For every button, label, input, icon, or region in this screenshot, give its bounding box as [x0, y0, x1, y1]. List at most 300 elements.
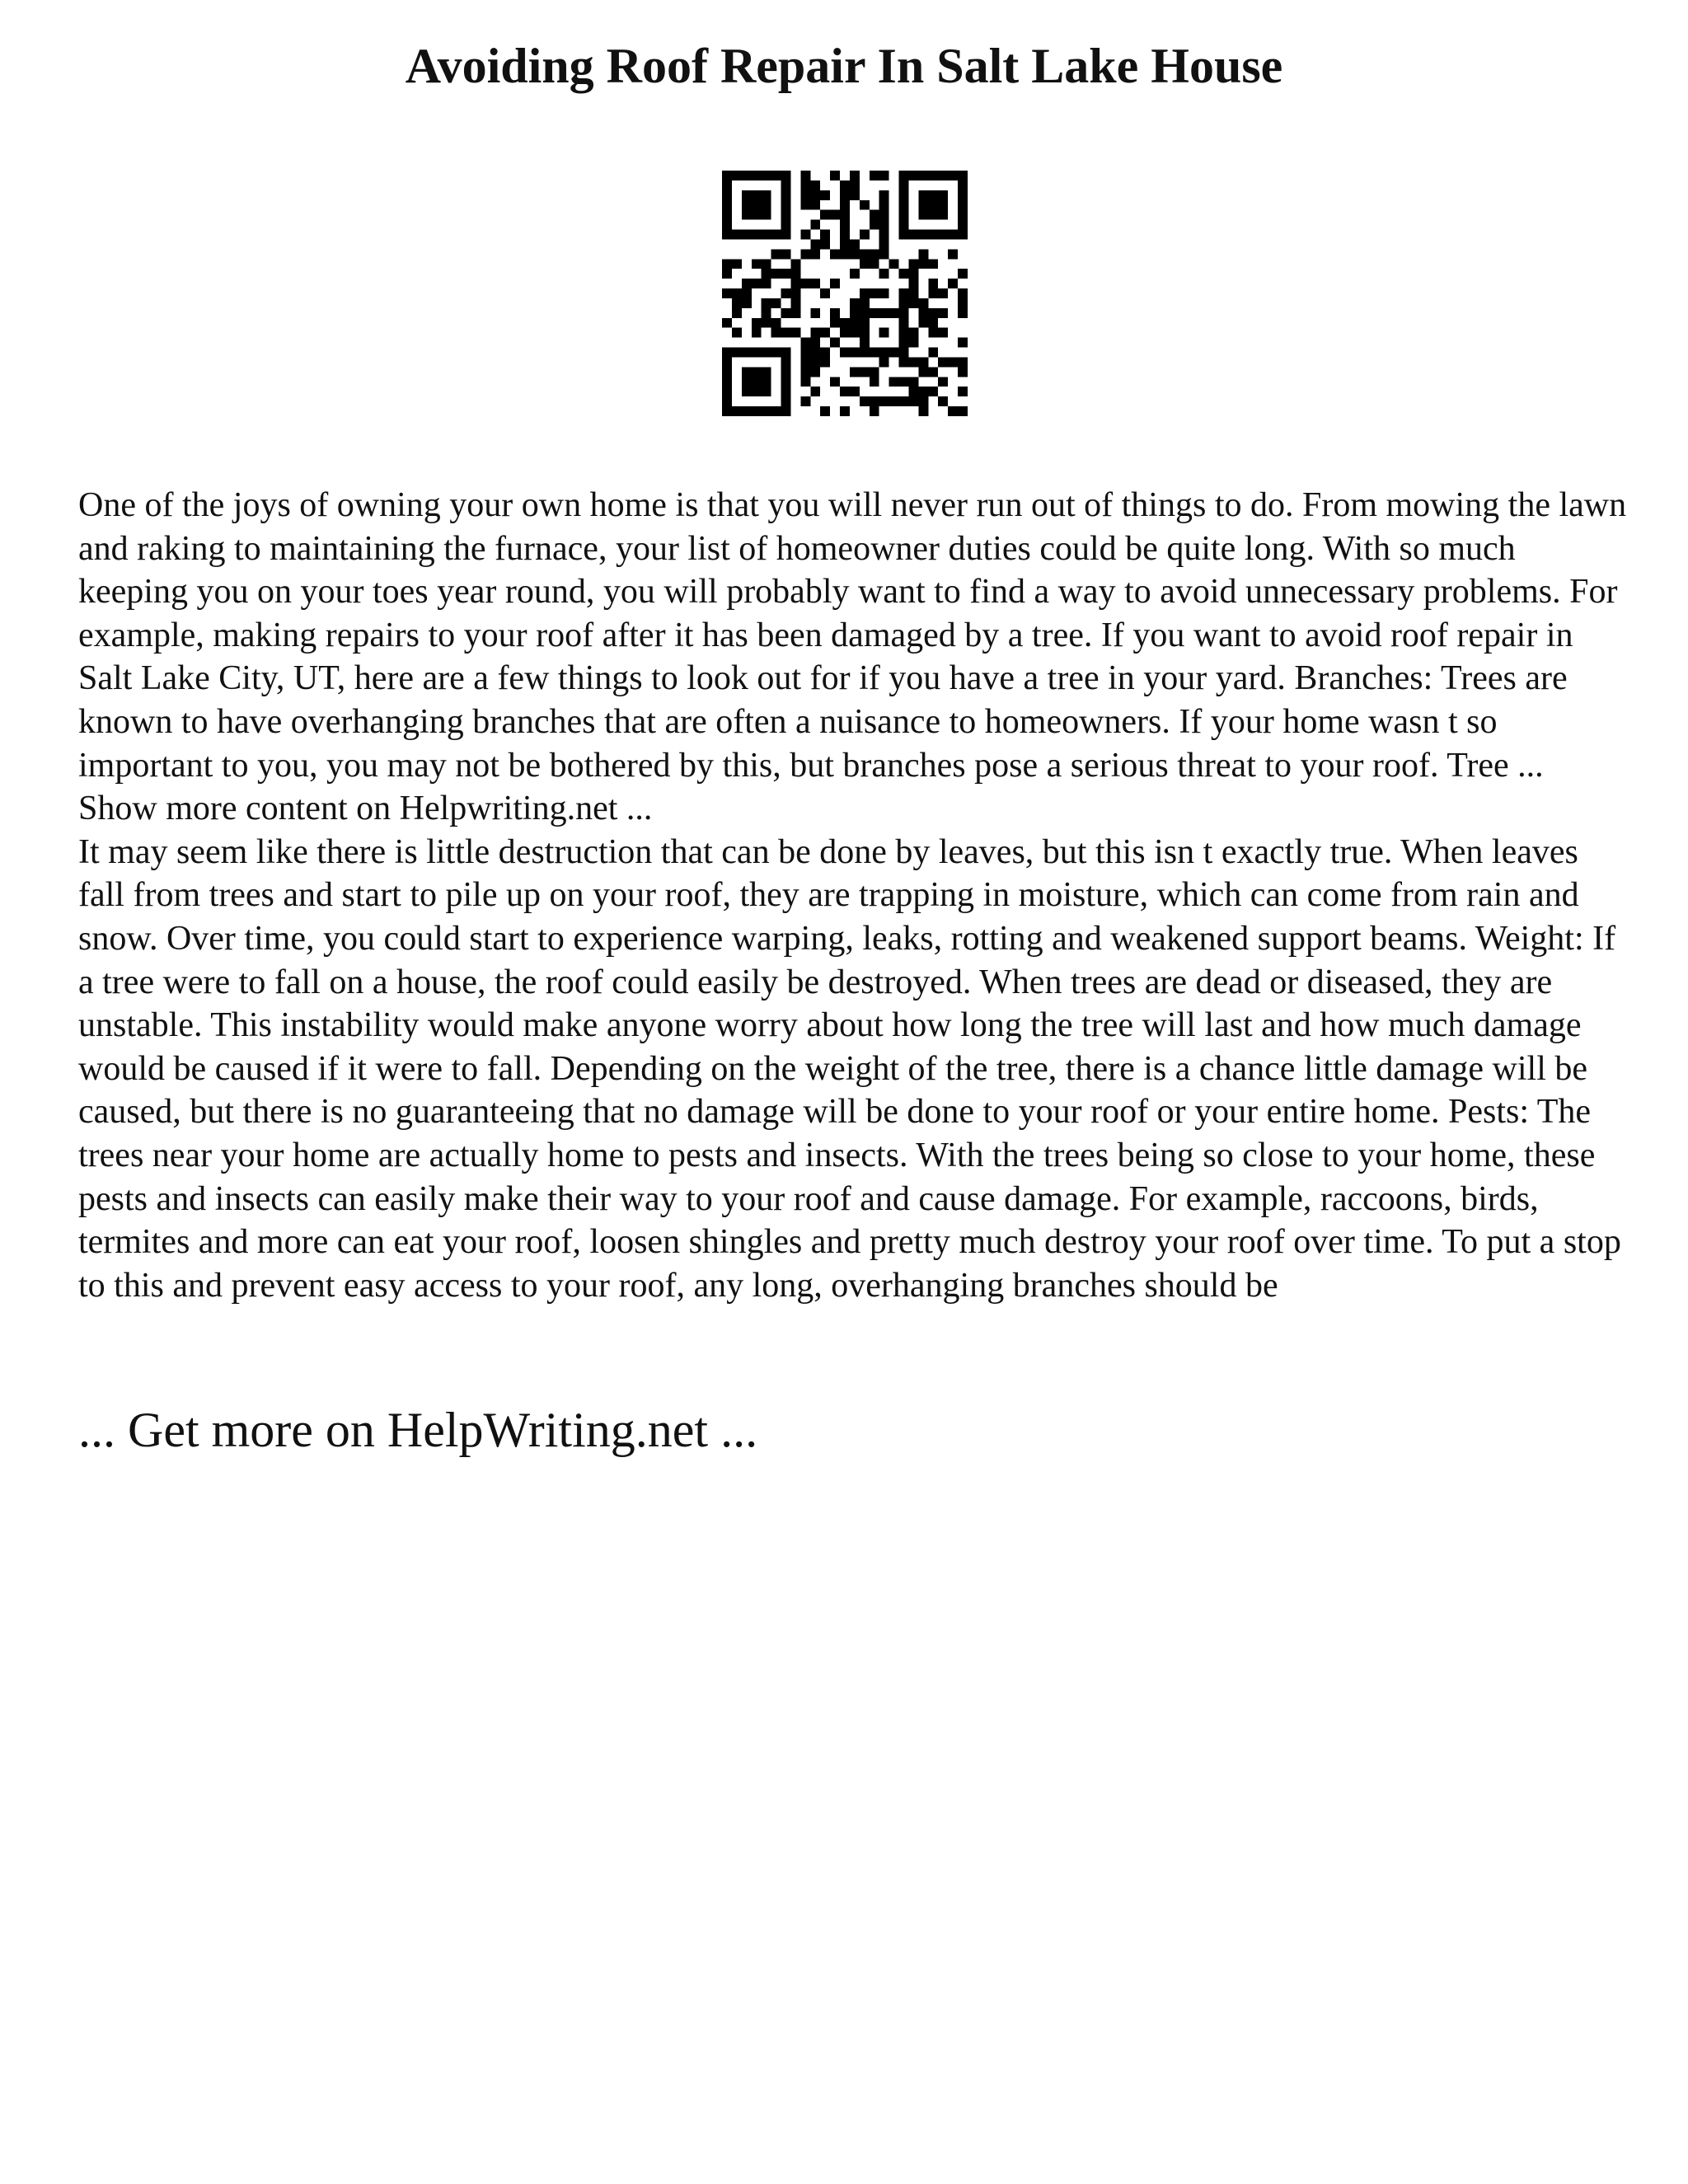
qr-module: [830, 279, 840, 288]
qr-module: [918, 298, 928, 308]
qr-module: [870, 377, 879, 387]
qr-module: [850, 239, 860, 249]
qr-module: [918, 396, 928, 406]
qr-module: [870, 171, 879, 180]
qr-module: [850, 348, 860, 358]
qr-module: [899, 220, 909, 230]
qr-module: [810, 180, 820, 190]
qr-module: [781, 357, 791, 367]
qr-module: [860, 249, 870, 259]
qr-module: [899, 308, 909, 318]
qr-module: [908, 230, 918, 240]
qr-module: [870, 259, 879, 269]
qr-module: [928, 367, 938, 377]
qr-module: [899, 348, 909, 358]
qr-module: [771, 298, 781, 308]
qr-module: [840, 200, 850, 210]
qr-module: [938, 210, 948, 220]
qr-module: [762, 190, 771, 200]
qr-module: [722, 259, 732, 269]
qr-module: [879, 357, 889, 367]
qr-module: [860, 318, 870, 328]
qr-module: [781, 348, 791, 358]
qr-module: [762, 269, 771, 279]
qr-module: [722, 269, 732, 279]
qr-module: [781, 396, 791, 406]
qr-module: [928, 387, 938, 396]
qr-module: [722, 377, 732, 387]
qr-module: [820, 239, 830, 249]
qr-module: [879, 308, 889, 318]
qr-module: [899, 288, 909, 298]
qr-module: [899, 318, 909, 328]
qr-module: [771, 269, 781, 279]
qr-module: [879, 200, 889, 210]
qr-module: [918, 230, 928, 240]
qr-module: [810, 239, 820, 249]
qr-module: [860, 259, 870, 269]
qr-module: [860, 328, 870, 338]
qr-module: [908, 269, 918, 279]
qr-module: [879, 239, 889, 249]
qr-module: [840, 180, 850, 190]
qr-module: [781, 406, 791, 416]
qr-module: [938, 357, 948, 367]
qr-module: [908, 387, 918, 396]
qr-module: [732, 230, 742, 240]
qr-module: [722, 387, 732, 396]
qr-module: [742, 367, 752, 377]
qr-module: [830, 249, 840, 259]
qr-module: [879, 396, 889, 406]
qr-module: [908, 338, 918, 348]
qr-module: [820, 406, 830, 416]
qr-module: [850, 367, 860, 377]
qr-module: [810, 338, 820, 348]
qr-module: [928, 279, 938, 288]
qr-module: [742, 406, 752, 416]
qr-module: [879, 328, 889, 338]
qr-module: [928, 210, 938, 220]
qr-module: [908, 259, 918, 269]
qr-module: [928, 318, 938, 328]
qr-module: [820, 288, 830, 298]
qr-module: [908, 396, 918, 406]
qr-module: [840, 190, 850, 200]
qr-module: [860, 298, 870, 308]
qr-module: [800, 396, 810, 406]
qr-module: [918, 357, 928, 367]
qr-module: [840, 210, 850, 220]
qr-module: [810, 249, 820, 259]
qr-module: [781, 249, 791, 259]
qr-module: [850, 318, 860, 328]
qr-module: [830, 171, 840, 180]
qr-module: [908, 377, 918, 387]
qr-module: [850, 328, 860, 338]
qr-module: [771, 249, 781, 259]
qr-module: [938, 200, 948, 210]
qr-module: [762, 171, 771, 180]
qr-module: [860, 348, 870, 358]
qr-module: [752, 318, 762, 328]
qr-module: [899, 210, 909, 220]
qr-module: [732, 328, 742, 338]
qr-module: [918, 318, 928, 328]
qr-module: [889, 308, 899, 318]
qr-module: [889, 377, 899, 387]
qr-module: [762, 406, 771, 416]
qr-module: [800, 249, 810, 259]
qr-module: [958, 288, 968, 298]
qr-module: [810, 367, 820, 377]
qr-module: [958, 367, 968, 377]
qr-module: [928, 348, 938, 358]
qr-module: [918, 210, 928, 220]
qr-module: [958, 171, 968, 180]
qr-module: [810, 279, 820, 288]
qr-module: [732, 406, 742, 416]
qr-module: [762, 367, 771, 377]
qr-module: [820, 190, 830, 200]
qr-module: [742, 387, 752, 396]
qr-module: [810, 190, 820, 200]
qr-module: [752, 200, 762, 210]
qr-module: [958, 308, 968, 318]
qr-module: [958, 180, 968, 190]
qr-module: [781, 220, 791, 230]
qr-module: [810, 387, 820, 396]
qr-module: [810, 220, 820, 230]
qr-module: [742, 377, 752, 387]
qr-module: [820, 348, 830, 358]
qr-module: [820, 357, 830, 367]
qr-module: [958, 190, 968, 200]
qr-module: [800, 279, 810, 288]
qr-module: [781, 288, 791, 298]
qr-module: [870, 348, 879, 358]
qr-module: [958, 220, 968, 230]
qr-module: [928, 288, 938, 298]
qr-module: [742, 190, 752, 200]
qr-module: [800, 348, 810, 358]
qr-module: [879, 288, 889, 298]
qr-module: [899, 171, 909, 180]
qr-module: [948, 406, 958, 416]
qr-module: [830, 338, 840, 348]
qr-module: [732, 171, 742, 180]
qr-module: [958, 200, 968, 210]
qr-module: [790, 269, 800, 279]
qr-module: [958, 338, 968, 348]
qr-module: [899, 357, 909, 367]
qr-module: [938, 230, 948, 240]
qr-module: [938, 328, 948, 338]
qr-module: [870, 396, 879, 406]
qr-module: [899, 200, 909, 210]
qr-module: [752, 367, 762, 377]
qr-module: [870, 249, 879, 259]
qr-module: [810, 348, 820, 358]
qr-module: [762, 308, 771, 318]
qr-module: [830, 210, 840, 220]
qr-module: [820, 328, 830, 338]
qr-module: [810, 308, 820, 318]
qr-module: [810, 200, 820, 210]
qr-module: [781, 210, 791, 220]
qr-module: [938, 377, 948, 387]
qr-module: [918, 308, 928, 318]
qr-module: [840, 387, 850, 396]
qr-module: [899, 230, 909, 240]
qr-module: [870, 308, 879, 318]
qr-module: [762, 318, 771, 328]
qr-module: [840, 230, 850, 240]
qr-module: [918, 171, 928, 180]
qr-module: [870, 406, 879, 416]
qr-module: [928, 308, 938, 318]
qr-module: [732, 288, 742, 298]
qr-module: [928, 259, 938, 269]
qr-module: [870, 210, 879, 220]
qr-module: [879, 171, 889, 180]
qr-module: [889, 348, 899, 358]
qr-module: [870, 220, 879, 230]
qr-module: [732, 348, 742, 358]
qr-module: [840, 220, 850, 230]
qr-module: [830, 308, 840, 318]
qr-module: [899, 180, 909, 190]
qr-module: [879, 230, 889, 240]
qr-module: [879, 220, 889, 230]
qr-module: [800, 200, 810, 210]
qr-code-icon: [722, 171, 968, 416]
qr-module: [790, 279, 800, 288]
qr-module: [800, 180, 810, 190]
qr-module: [850, 180, 860, 190]
qr-module: [958, 210, 968, 220]
qr-module: [752, 377, 762, 387]
qr-module: [840, 249, 850, 259]
qr-module: [918, 367, 928, 377]
qr-module: [928, 230, 938, 240]
qr-module: [860, 367, 870, 377]
qr-module: [762, 210, 771, 220]
qr-module: [781, 367, 791, 377]
qr-module: [928, 190, 938, 200]
qr-module: [958, 406, 968, 416]
qr-module: [879, 190, 889, 200]
qr-module: [722, 220, 732, 230]
qr-module: [781, 180, 791, 190]
qr-module: [722, 190, 732, 200]
qr-module: [820, 230, 830, 240]
qr-module: [771, 348, 781, 358]
qr-module: [790, 308, 800, 318]
qr-module: [752, 190, 762, 200]
qr-module: [850, 298, 860, 308]
qr-module: [781, 308, 791, 318]
qr-module: [899, 377, 909, 387]
qr-module: [850, 171, 860, 180]
qr-module: [722, 210, 732, 220]
qr-module: [752, 259, 762, 269]
qr-module: [781, 269, 791, 279]
qr-module: [938, 190, 948, 200]
qr-module: [722, 357, 732, 367]
qr-module: [722, 367, 732, 377]
qr-module: [790, 298, 800, 308]
qr-module: [781, 230, 791, 240]
qr-module: [781, 328, 791, 338]
qr-module: [742, 348, 752, 358]
qr-module: [722, 288, 732, 298]
qr-module: [908, 328, 918, 338]
qr-module: [870, 367, 879, 377]
qr-module: [781, 171, 791, 180]
qr-module: [722, 318, 732, 328]
qr-module: [938, 308, 948, 318]
qr-module: [899, 396, 909, 406]
qr-module: [722, 396, 732, 406]
qr-module: [850, 308, 860, 318]
qr-module: [800, 377, 810, 387]
qr-module: [732, 298, 742, 308]
qr-module: [899, 298, 909, 308]
qr-module: [722, 200, 732, 210]
qr-module: [810, 357, 820, 367]
qr-module: [771, 328, 781, 338]
qr-module: [742, 298, 752, 308]
qr-module: [889, 396, 899, 406]
qr-module: [771, 230, 781, 240]
qr-module: [771, 406, 781, 416]
qr-module: [840, 328, 850, 338]
qr-module: [850, 387, 860, 396]
qr-module: [908, 279, 918, 288]
qr-module: [830, 377, 840, 387]
qr-module: [820, 210, 830, 220]
qr-module: [800, 357, 810, 367]
qr-module: [850, 190, 860, 200]
qr-module: [840, 348, 850, 358]
qr-module: [908, 288, 918, 298]
qr-module: [918, 249, 928, 259]
qr-module: [860, 338, 870, 348]
qr-module: [732, 308, 742, 318]
qr-module: [948, 279, 958, 288]
qr-module: [800, 230, 810, 240]
qr-module: [850, 249, 860, 259]
qr-module: [771, 318, 781, 328]
qr-module: [918, 190, 928, 200]
qr-module: [722, 348, 732, 358]
qr-module: [762, 377, 771, 387]
qr-module: [889, 259, 899, 269]
qr-module: [722, 406, 732, 416]
qr-module: [958, 269, 968, 279]
qr-module: [800, 367, 810, 377]
qr-module: [781, 200, 791, 210]
qr-module: [762, 279, 771, 288]
get-more-link[interactable]: ... Get more on HelpWriting.net ...: [78, 1403, 758, 1457]
qr-module: [899, 328, 909, 338]
qr-module: [938, 288, 948, 298]
qr-module: [762, 348, 771, 358]
qr-module: [958, 357, 968, 367]
qr-module: [840, 239, 850, 249]
qr-module: [948, 171, 958, 180]
qr-module: [762, 298, 771, 308]
qr-module: [918, 387, 928, 396]
qr-module: [899, 338, 909, 348]
qr-module: [771, 171, 781, 180]
qr-module: [742, 279, 752, 288]
qr-module: [899, 269, 909, 279]
qr-module: [928, 328, 938, 338]
qr-module: [742, 210, 752, 220]
qr-module: [800, 338, 810, 348]
qr-module: [938, 396, 948, 406]
qr-module: [948, 230, 958, 240]
qr-module: [870, 288, 879, 298]
qr-module: [790, 288, 800, 298]
qr-module: [762, 259, 771, 269]
article-body: [78, 484, 1628, 1307]
qr-module: [938, 171, 948, 180]
qr-module: [860, 308, 870, 318]
qr-module: [790, 328, 800, 338]
paragraph: It may seem like there is little destruction that can be done by leaves, but this isn t exactly true. When leaves fall from trees and start to pile up on your roof, they are trapping in moisture, which can come from rain and snow. Over time, you could start to experience warping, leaks, rotting and weakened support beams. Weight: If a tree were to fall on a house, the roof could easily be destroyed. When trees are dead or diseased, they are unstable. This instability would make anyone worry about how long the tree will last and how much damage would be caused if it were to fall. Depending on the weight of the tree, there is a chance little damage will be caused, but there is no guaranteeing that no damage will be done to your roof or your entire home. Pests: The trees near your home are actually home to pests and insects. With the trees being so close to your home, these pests and insects can easily make their way to your roof and cause damage. For example, raccoons, birds, termites and more can eat your roof, loosen shingles and pretty much destroy your roof over time. To put a stop to this and prevent easy access to your roof, any long, overhanging branches should be: [78, 832, 1621, 1305]
qr-module: [908, 357, 918, 367]
qr-module: [899, 190, 909, 200]
qr-module: [752, 279, 762, 288]
qr-module: [948, 249, 958, 259]
qr-module: [879, 348, 889, 358]
qr-module: [752, 406, 762, 416]
qr-module: [860, 230, 870, 240]
qr-module: [958, 387, 968, 396]
qr-module: [742, 171, 752, 180]
qr-module: [879, 210, 889, 220]
qr-module: [742, 288, 752, 298]
qr-module: [800, 190, 810, 200]
qr-module: [958, 298, 968, 308]
page-title: Avoiding Roof Repair In Salt Lake House: [405, 39, 1283, 93]
qr-module: [830, 318, 840, 328]
qr-module: [742, 230, 752, 240]
qr-module: [722, 230, 732, 240]
qr-module: [762, 230, 771, 240]
qr-module: [879, 249, 889, 259]
qr-module: [860, 200, 870, 210]
qr-module: [752, 348, 762, 358]
qr-module: [762, 200, 771, 210]
qr-module: [781, 190, 791, 200]
qr-module: [781, 387, 791, 396]
qr-module: [958, 230, 968, 240]
paragraph: One of the joys of owning your own home is that you will never run out of things to do. From mowing the lawn and raking to maintaining the furnace, your list of homeowner duties could be quite long. With so much keeping you on your toes year round, you will probably want to find a way to avoid unnecessary problems. For example, making repairs to your roof after it has been damaged by a tree. If you want to avoid roof repair in Salt Lake City, UT, here are a few things to look out for if you have a tree in your yard. Branches: Trees are known to have overhanging branches that are often a nuisance to homeowners. If your home wasn t so important to you, you may not be bothered by this, but branches pose a serious threat to your roof. Tree ... Show more content on Helpwriting.net ...: [78, 486, 1627, 828]
qr-module: [752, 387, 762, 396]
qr-module: [918, 259, 928, 269]
qr-module: [908, 171, 918, 180]
qr-module: [810, 328, 820, 338]
qr-module: [879, 269, 889, 279]
qr-module: [908, 298, 918, 308]
qr-module: [860, 396, 870, 406]
qr-module: [732, 259, 742, 269]
qr-module: [742, 200, 752, 210]
